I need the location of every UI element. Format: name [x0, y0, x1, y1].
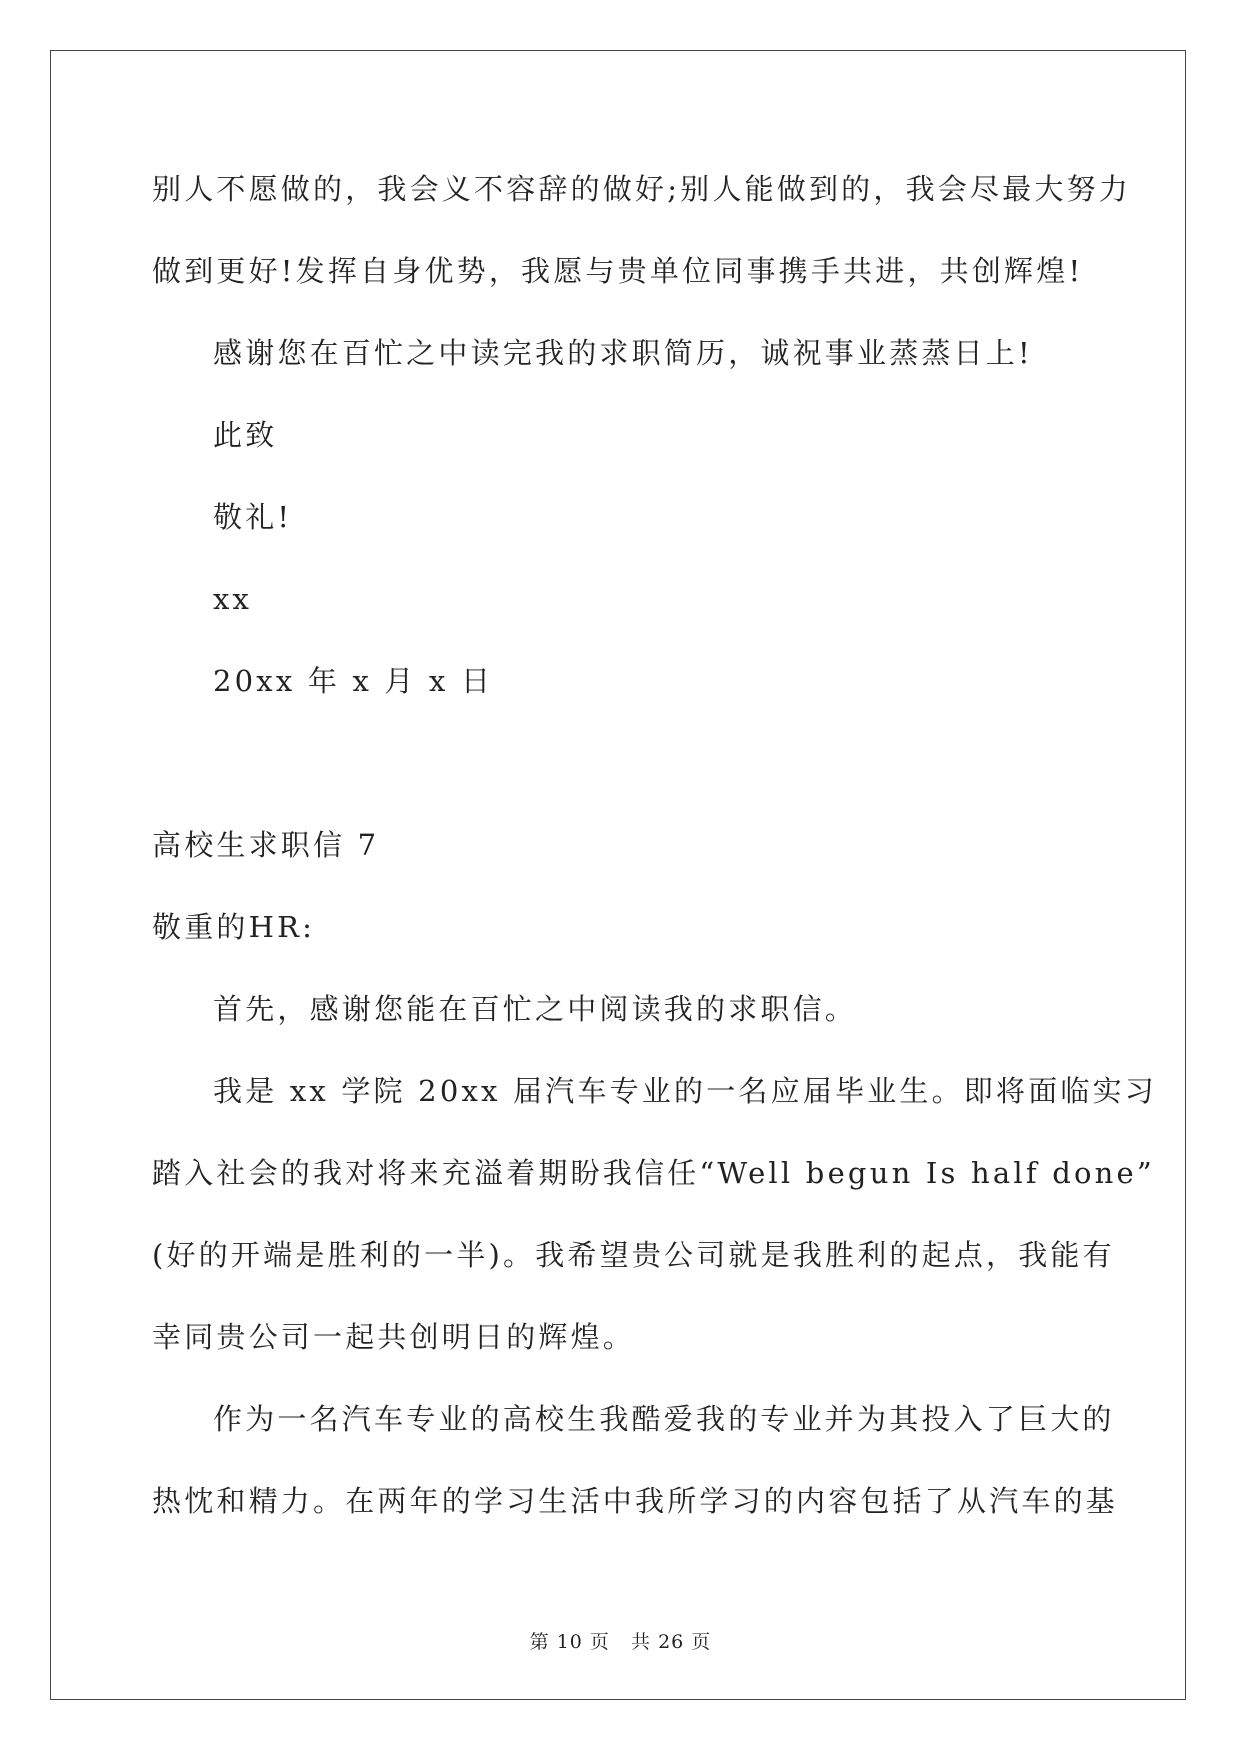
paragraph-2-line-2: 踏入社会的我对将来充溢着期盼我信任“Well begun Is half done” — [152, 1156, 1155, 1190]
signature-date: 20xx 年 x 月 x 日 — [213, 664, 494, 698]
body-line-2: 做到更好!发挥自身优势，我愿与贵单位同事携手共进，共创辉煌! — [152, 254, 1084, 288]
section-heading: 高校生求职信 7 — [152, 828, 380, 862]
paragraph-3-line-1: 作为一名汽车专业的高校生我酷爱我的专业并为其投入了巨大的 — [213, 1402, 1115, 1436]
thanks-line: 感谢您在百忙之中读完我的求职简历，诚祝事业蒸蒸日上! — [213, 336, 1033, 370]
signature-name: xx — [213, 582, 253, 616]
page-frame — [50, 50, 1186, 1700]
paragraph-2-line-4: 幸同贵公司一起共创明日的辉煌。 — [152, 1320, 636, 1354]
body-line-1: 别人不愿做的，我会义不容辞的做好;别人能做到的，我会尽最大努力 — [152, 172, 1131, 206]
closing-regards: 敬礼! — [213, 500, 293, 534]
closing-salutation: 此致 — [213, 418, 278, 452]
paragraph-2-line-3: (好的开端是胜利的一半)。我希望贵公司就是我胜利的起点，我能有 — [152, 1238, 1115, 1272]
paragraph-1-line-1: 首先，感谢您能在百忙之中阅读我的求职信。 — [213, 992, 858, 1026]
paragraph-2-line-1: 我是 xx 学院 20xx 届汽车专业的一名应届毕业生。即将面临实习 — [213, 1074, 1157, 1108]
paragraph-3-line-2: 热忱和精力。在两年的学习生活中我所学习的内容包括了从汽车的基 — [152, 1484, 1119, 1518]
page-number-footer: 第 10 页 共 26 页 — [529, 1631, 712, 1653]
greeting: 敬重的HR: — [152, 910, 316, 944]
